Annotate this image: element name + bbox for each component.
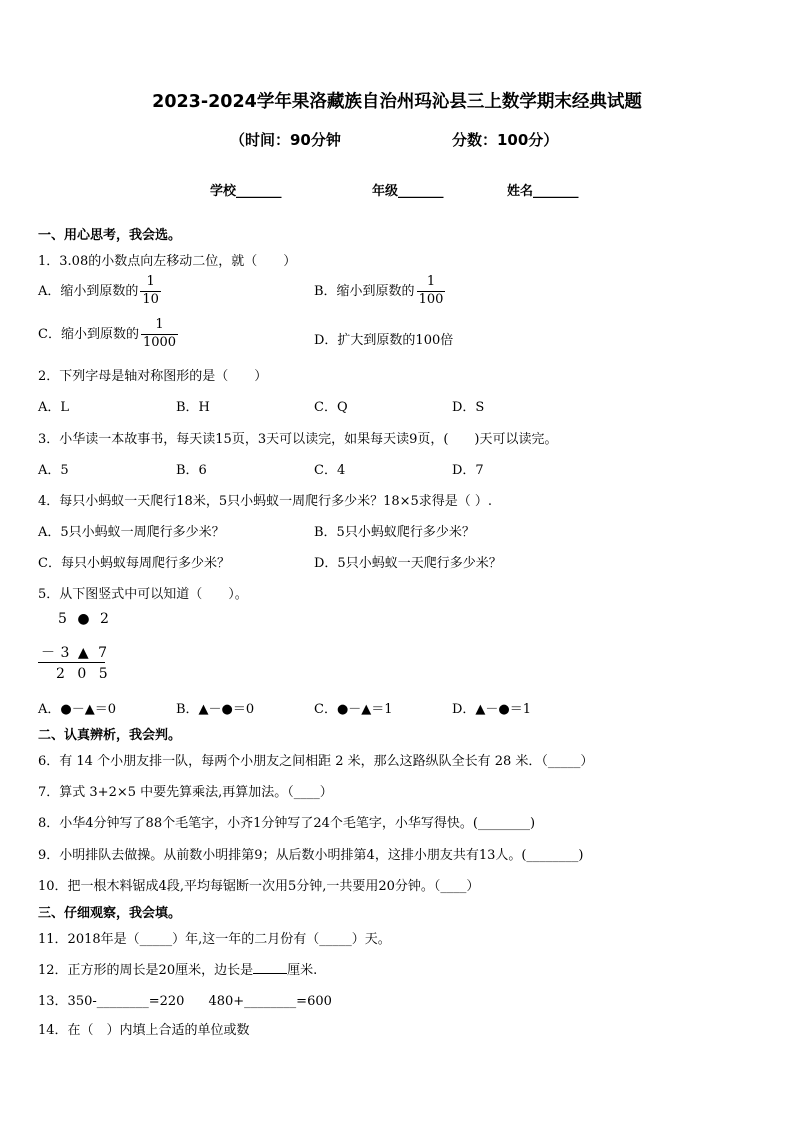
question-12-text: 12．正方形的周长是20厘米，边长是 xyxy=(38,963,254,978)
question-4: 4．每只小蚂蚁一天爬行18米，5只小蚂蚁一周爬行多少米？18×5求得是（ ）. xyxy=(38,494,493,509)
q3-option-a[interactable]: A．5 xyxy=(38,463,69,478)
q3-option-c[interactable]: C．4 xyxy=(314,463,346,478)
fraction-numerator: 1 xyxy=(146,274,155,289)
q1-option-a[interactable] xyxy=(38,275,161,308)
q4-option-c[interactable]: C．每只小蚂蚁每周爬行多少米？ xyxy=(38,556,230,571)
school-field[interactable] xyxy=(210,180,282,199)
page-title: 2023-2024学年果洛藏族自治州玛沁县三上数学期末经典试题 xyxy=(152,92,642,112)
exam-score: 分数：100分） xyxy=(452,131,559,149)
question-5: 5．从下图竖式中可以知道（ ）。 xyxy=(38,587,248,602)
digit: 0 xyxy=(77,666,88,682)
school-blank: _______ xyxy=(236,184,282,199)
section-1-title: 一、用心思考，我会选。 xyxy=(38,228,182,243)
q5-option-d[interactable]: D．▲－●＝1 xyxy=(452,702,532,717)
calc-divider xyxy=(38,662,105,663)
minus-sign: － xyxy=(41,645,55,661)
digit: 7 xyxy=(98,645,107,661)
question-13-part-1: 13．350-________=220 xyxy=(38,994,185,1009)
vertical-calc-row-2 xyxy=(41,642,107,662)
digit: 2 xyxy=(56,666,66,682)
question-3: 3．小华读一本故事书，每天读15页，3天可以读完，如果每天读9页，( )天可以读完。 xyxy=(38,432,558,447)
grade-blank: _______ xyxy=(398,184,444,199)
question-14: 14．在（ ）内填上合适的单位或数 xyxy=(38,1023,250,1038)
q2-option-d[interactable]: D．S xyxy=(452,400,485,415)
question-10: 10．把一根木料锯成4段,平均每锯断一次用5分钟,一共要用20分钟。（____） xyxy=(38,879,480,894)
q1-option-c-label: C．缩小到原数的 xyxy=(38,326,139,342)
school-label: 学校 xyxy=(210,184,237,199)
section-2-title: 二、认真辨析，我会判。 xyxy=(38,728,182,743)
q1-option-b-fraction xyxy=(417,275,446,308)
vertical-calc-row-1 xyxy=(58,611,109,627)
digit: 3 xyxy=(60,645,70,661)
triangle-symbol: ▲ xyxy=(77,645,89,661)
question-9: 9．小明排队去做操。从前数小明排第9；从后数小明排第4，这排小朋友共有13人。(________) xyxy=(38,848,584,863)
question-6: 6．有 14 个小朋友排一队，每两个小朋友之间相距 2 米，那么这路纵队全长有 28 米．（_____） xyxy=(38,754,594,769)
fraction-denominator: 100 xyxy=(418,291,444,307)
name-field[interactable] xyxy=(507,180,579,199)
question-12 xyxy=(38,959,317,978)
circle-symbol: ● xyxy=(77,611,90,627)
q3-option-d[interactable]: D．7 xyxy=(452,463,484,478)
q5-option-b[interactable]: B．▲－●＝0 xyxy=(176,702,255,717)
q1-option-b[interactable] xyxy=(314,275,445,308)
q1-option-c[interactable] xyxy=(38,318,178,351)
q4-option-d[interactable]: D．5只小蚂蚁一天爬行多少米？ xyxy=(314,556,502,571)
q1-option-a-label: A．缩小到原数的 xyxy=(38,283,139,299)
q4-option-a[interactable]: A．5只小蚂蚁一周爬行多少米？ xyxy=(38,525,225,540)
question-13-part-2: 480+________=600 xyxy=(208,994,332,1009)
fraction-numerator: 1 xyxy=(155,317,164,332)
q1-option-c-fraction xyxy=(141,318,178,351)
section-3-title: 三、仔细观察，我会填。 xyxy=(38,906,182,921)
digit: 5 xyxy=(98,666,109,682)
fraction-numerator: 1 xyxy=(426,274,436,289)
exam-time: （时间：90分钟 xyxy=(230,131,341,149)
question-11: 11．2018年是（_____）年,这一年的二月份有（_____）天。 xyxy=(38,932,391,947)
q2-option-a[interactable]: A．L xyxy=(38,400,70,415)
question-13 xyxy=(38,990,332,1009)
q5-option-c[interactable]: C．●－▲＝1 xyxy=(314,702,393,717)
q2-option-b[interactable]: B．H xyxy=(176,400,210,415)
digit: 2 xyxy=(100,611,109,627)
question-12-unit: 厘米. xyxy=(287,963,318,978)
q3-option-b[interactable]: B．6 xyxy=(176,463,207,478)
fraction-denominator: 10 xyxy=(142,291,159,307)
vertical-calc-row-3 xyxy=(56,666,109,682)
q5-option-a[interactable]: A．●－▲＝0 xyxy=(38,702,117,717)
grade-label: 年级 xyxy=(372,184,399,199)
fraction-denominator: 1000 xyxy=(142,334,177,350)
question-1: 1．3.08的小数点向左移动二位，就（ ） xyxy=(38,254,297,269)
question-8: 8．小华4分钟写了88个毛笔字，小齐1分钟写了24个毛笔字，小华写得快。(________) xyxy=(38,816,536,831)
answer-blank[interactable] xyxy=(253,961,287,974)
q1-option-b-label: B．缩小到原数的 xyxy=(314,283,415,299)
q1-option-a-fraction xyxy=(140,275,161,308)
q1-option-d[interactable]: D．扩大到原数的100倍 xyxy=(314,333,454,348)
grade-field[interactable] xyxy=(372,180,444,199)
digit: 5 xyxy=(58,611,67,627)
q2-option-c[interactable]: C．Q xyxy=(314,400,348,415)
q4-option-b[interactable]: B．5只小蚂蚁爬行多少米？ xyxy=(314,525,475,540)
question-2: 2．下列字母是轴对称图形的是（ ） xyxy=(38,369,268,384)
name-label: 姓名 xyxy=(507,184,534,199)
question-7: 7．算式 3+2×5 中要先算乘法,再算加法。（____） xyxy=(38,785,333,800)
name-blank: _______ xyxy=(533,184,579,199)
